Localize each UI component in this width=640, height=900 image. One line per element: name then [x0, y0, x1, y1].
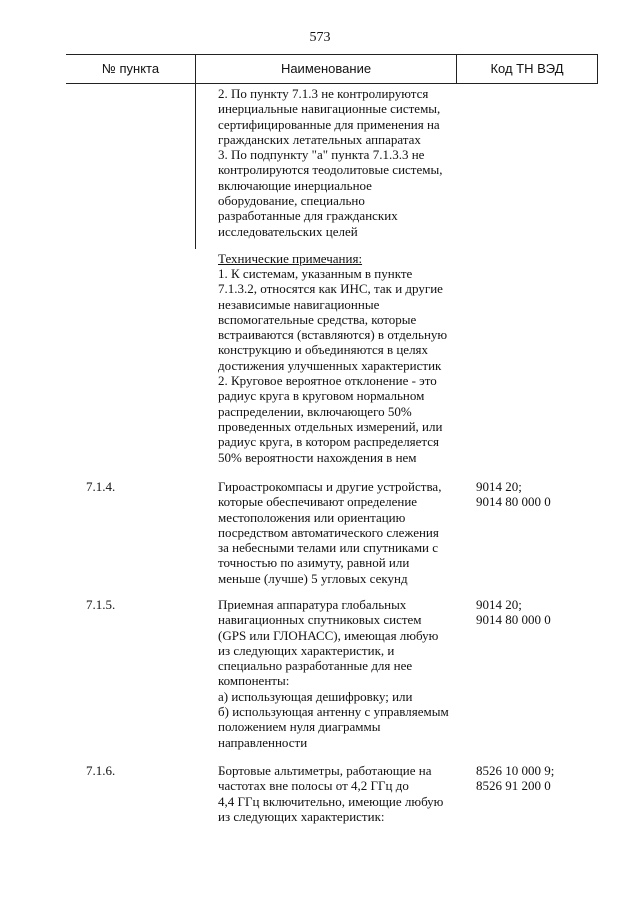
row-name-7-1-6: Бортовые альтиметры, работающие на частотах вне полосы от 4,2 ГГц до 4,4 ГГц включительно, имеющие любую из следующих характеристик:: [218, 763, 444, 824]
row-number-7-1-4: 7.1.4.: [86, 479, 116, 494]
header-bottom-rule: [66, 83, 598, 84]
row-number-7-1-6: 7.1.6.: [86, 763, 116, 778]
column-divider-1: [195, 54, 196, 249]
row-name-7-1-5: Приемная аппаратура глобальных навигационных спутниковых систем (GPS или ГЛОНАСС), имеющая любую из следующих характеристик, и специально разработанные для нее компоненты: а) использующая дешифровку; или б) использующая антенну с управляемым положением нуля диаграммы направленности: [218, 597, 449, 750]
header-name-column: Наименование: [280, 61, 372, 76]
column-divider-3: [597, 54, 598, 83]
header-code-column: Код ТН ВЭД: [490, 61, 564, 76]
row-number-7-1-5: 7.1.5.: [86, 597, 116, 612]
row-code-7-1-4: 9014 20; 9014 80 000 0: [476, 479, 551, 510]
tech-notes-title: Технические примечания:: [218, 251, 363, 266]
tech-notes-text: 1. К системам, указанным в пункте 7.1.3.2, относятся как ИНС, так и другие независимые навигационные вспомогательные средства, которые встраиваются (вставляются) в отдельную конструкцию и объединяются в целях достижения улучшенных характеристик 2. Круговое вероятное отклонение - это радиус круга в круговом нормальном распределении, включающего 50% проведенных отдельных измерений, или радиус круга, в котором распределяется 50% вероятности нахождения в нем: [218, 266, 448, 465]
continuation-notes: 2. По пункту 7.1.3 не контролируются инерциальные навигационные системы, сертифицированные для применения на гражданских летательных аппаратах 3. По подпункту "а" пункта 7.1.3.3 не контролируются теодолитовые системы, включающие инерциальное оборудование, специально разработанные для гражданских исследовательских целей: [218, 86, 443, 239]
page-number: 573: [309, 30, 331, 45]
row-name-7-1-4: Гироастрокомпасы и другие устройства, которые обеспечивают определение местоположения или ориентацию посредством автоматического слежения за небесными телами или спутниками с точностью по азимуту, равной или меньше (лучше) 5 угловых секунд: [218, 479, 442, 586]
row-code-7-1-6: 8526 10 000 9; 8526 91 200 0: [476, 763, 555, 794]
row-code-7-1-5: 9014 20; 9014 80 000 0: [476, 597, 551, 628]
header-top-rule: [66, 54, 598, 55]
header-number-column: № пункта: [101, 61, 160, 76]
